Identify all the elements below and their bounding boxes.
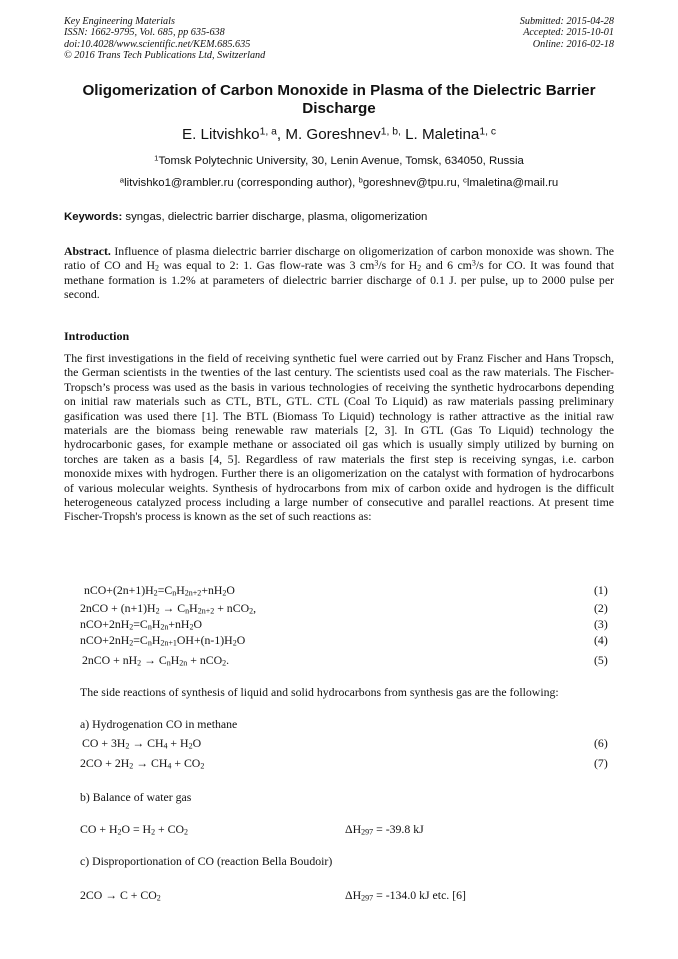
email-mark: c [463, 175, 467, 185]
abstract-text: Influence of plasma dielectric barrier discharge on oligomerization of carbon monoxide was shown. The ratio of CO and H [64, 244, 614, 273]
doi-line: doi:10.4028/www.scientific.net/KEM.685.635 [64, 38, 251, 50]
affiliation [64, 154, 614, 168]
email-mark: a [119, 175, 125, 185]
hydrogenation-label: a) Hydrogenation CO in methane [80, 717, 238, 731]
equation-number: (7) [594, 756, 608, 770]
equation-4: $nCO+2nH_2=C_nH_{2n+1}OH+(n-1)H_2O$ [80, 633, 246, 648]
affil-mark: 1 [154, 153, 159, 163]
email-link[interactable]: lmaletina@mail.ru [466, 177, 559, 189]
abstract: Abstract. Influence of plasma dielectric barrier discharge on oligomerization of carbon monoxide was shown. The ratio of CO and $H_2$ was equal to 2: 1. Gas flow-rate was 3 $cm^3/s$ for $H_2$ and 6 $cm^3/s$ for CO. It was found that methane formation is 1.2% at parameters of dielectric barrier discharge of 0.1 J. per pulse, up to 2000 pulse per second. [64, 244, 614, 302]
submitted-date: Submitted: 2015-04-28 [519, 16, 614, 27]
keywords-text: syngas, dielectric barrier discharge, plasma, oligomerization [122, 211, 428, 223]
author-affil-mark: 1, a [259, 126, 277, 138]
water-gas-equation: CO + $H_2O = H_2 + CO_2$ [80, 822, 189, 837]
disproportionation-equation: $2CO \to C + CO_2$ [80, 888, 161, 903]
enthalpy-value: = -39.8 kJ [373, 822, 424, 836]
equation-number: (2) [594, 601, 608, 615]
abstract-text: was equal to 2: 1. Gas flow-rate was 3 cm [159, 258, 375, 273]
email-link[interactable]: goreshnev@tpu.ru, [362, 177, 464, 189]
disproportionation-label: c) Disproportionation of CO (reaction Bella Boudoir) [80, 854, 333, 868]
introduction-text: The first investigations in the field of receiving synthetic fuel were carried out by Franz Fischer and Hans Tropsch, the German scientists in the twenties of the last century. The scientists used coal as the raw materials. The Fischer-Tropsch’s process was used as the basis in various technologies of receiving the synthetic hydrocarbons depending on initial raw materials such as CTL, BTL, GTL. CTL (Coal To Liquid) as raw materials passing preliminary gasification was used there [1]. The BTL (Biomass To Liquid) technology is rather attractive as the initial raw materials are the biomass being renewable raw materials [2, 3]. In GTL (Gas To Liquid) technology the hydrocarbonic gases, for example methane or associated oil gas which is usually simply utilized by burning on torches are taken as a basis [4, 5]. Regardless of raw materials the first step is receiving syngas, i.e. carbon monoxide mixes with hydrogen. Further there is an oligomerization on the catalyst with formation of hydrocarbons of various molecular weights. Synthesis of hydrocarbons from mix of carbon oxide and hydrogen is the difficult heterogeneous catalyzed process including a large number of consecutive and parallel reactions. At present time Fischer-Tropsh's process is known as the set of such reactions as: [64, 351, 614, 524]
author-affil-mark: 1, b, [380, 126, 401, 138]
submission-dates [520, 16, 614, 50]
journal-name: Key Engineering Materials [64, 16, 175, 27]
abstract-text: /s for CO. It was found that methane formation is 1.2% at parameters of dielectric barrier discharge of 0.1 J. per pulse, up to 2000 pulse per second. [64, 258, 614, 302]
affiliation-text: Tomsk Polytechnic University, 30, Lenin Avenue, Tomsk, 634050, Russia [158, 155, 524, 167]
equation-number: (1) [594, 583, 608, 597]
abstract-label: Abstract. [64, 244, 111, 258]
keywords-label: Keywords: [64, 211, 123, 223]
section-heading-introduction: Introduction [64, 329, 130, 343]
equation-1: $nCO+(2n+1)H_2=C_nH_{2n+2}+nH_2O$ [84, 583, 235, 598]
equation-number: (5) [594, 653, 608, 667]
accepted-date: Accepted: 2015-10-01 [523, 27, 614, 39]
keywords [64, 210, 614, 224]
abstract-text: /s for H [378, 258, 418, 273]
issn-line: ISSN: 1662-9795, Vol. 685, pp 635-638 [64, 27, 225, 39]
email-mark: b [358, 175, 363, 185]
email-link[interactable]: litvishko1@rambler.ru (corresponding author), [124, 177, 359, 189]
author-name: L. Maletina [405, 126, 480, 143]
online-date: Online: 2016-02-18 [532, 38, 614, 50]
enthalpy-value: = -134.0 kJ etc. [6] [373, 888, 466, 902]
equation-2: $2nCO + (n+1)H_2 \to C_nH_{2n+2} + nCO_2$, [80, 601, 257, 616]
author-affil-mark: 1, c [479, 126, 497, 138]
water-gas-label: b) Balance of water gas [80, 790, 192, 804]
email-list [64, 176, 614, 190]
author-list: E. Litvishko$^{1, a}$, M. Goreshnev$^{1, b,}$ L. Maletina$^{1, c}$ [181, 126, 497, 143]
author-name: M. Goreshnev [285, 126, 381, 143]
equation-number: (4) [594, 633, 608, 647]
author-name: E. Litvishko [181, 126, 260, 143]
equation-number: (3) [594, 617, 608, 631]
side-reactions-text: The side reactions of synthesis of liquid and solid hydrocarbons from synthesis gas are the following: [80, 685, 559, 699]
copyright-line: © 2016 Trans Tech Publications Ltd, Switzerland [64, 49, 266, 61]
equation-5: $2nCO + nH_2 \to C_nH_{2n} + nCO_2$. [82, 653, 230, 668]
equation-3: $nCO+2nH_2=C_nH_{2n}+nH_2O$ [80, 617, 202, 632]
abstract-text: and 6 cm [421, 258, 472, 273]
water-gas-enthalpy: $\Delta H_{297} = -39.8$ kJ [345, 822, 424, 837]
journal-info [64, 16, 265, 61]
equation-6: CO + $3H_2 \to CH_4 + H_2O$ [82, 736, 202, 751]
paper-title: Oligomerization of Carbon Monoxide in Plasma of the Dielectric Barrier Discharge [82, 82, 596, 117]
equation-7: $2CO + 2H_2 \to CH_4 + CO_2$ [80, 756, 205, 771]
disproportionation-enthalpy: $\Delta H_{297} = -134.0$ kJ etc. [6] [345, 888, 466, 903]
equation-number: (6) [594, 736, 608, 750]
